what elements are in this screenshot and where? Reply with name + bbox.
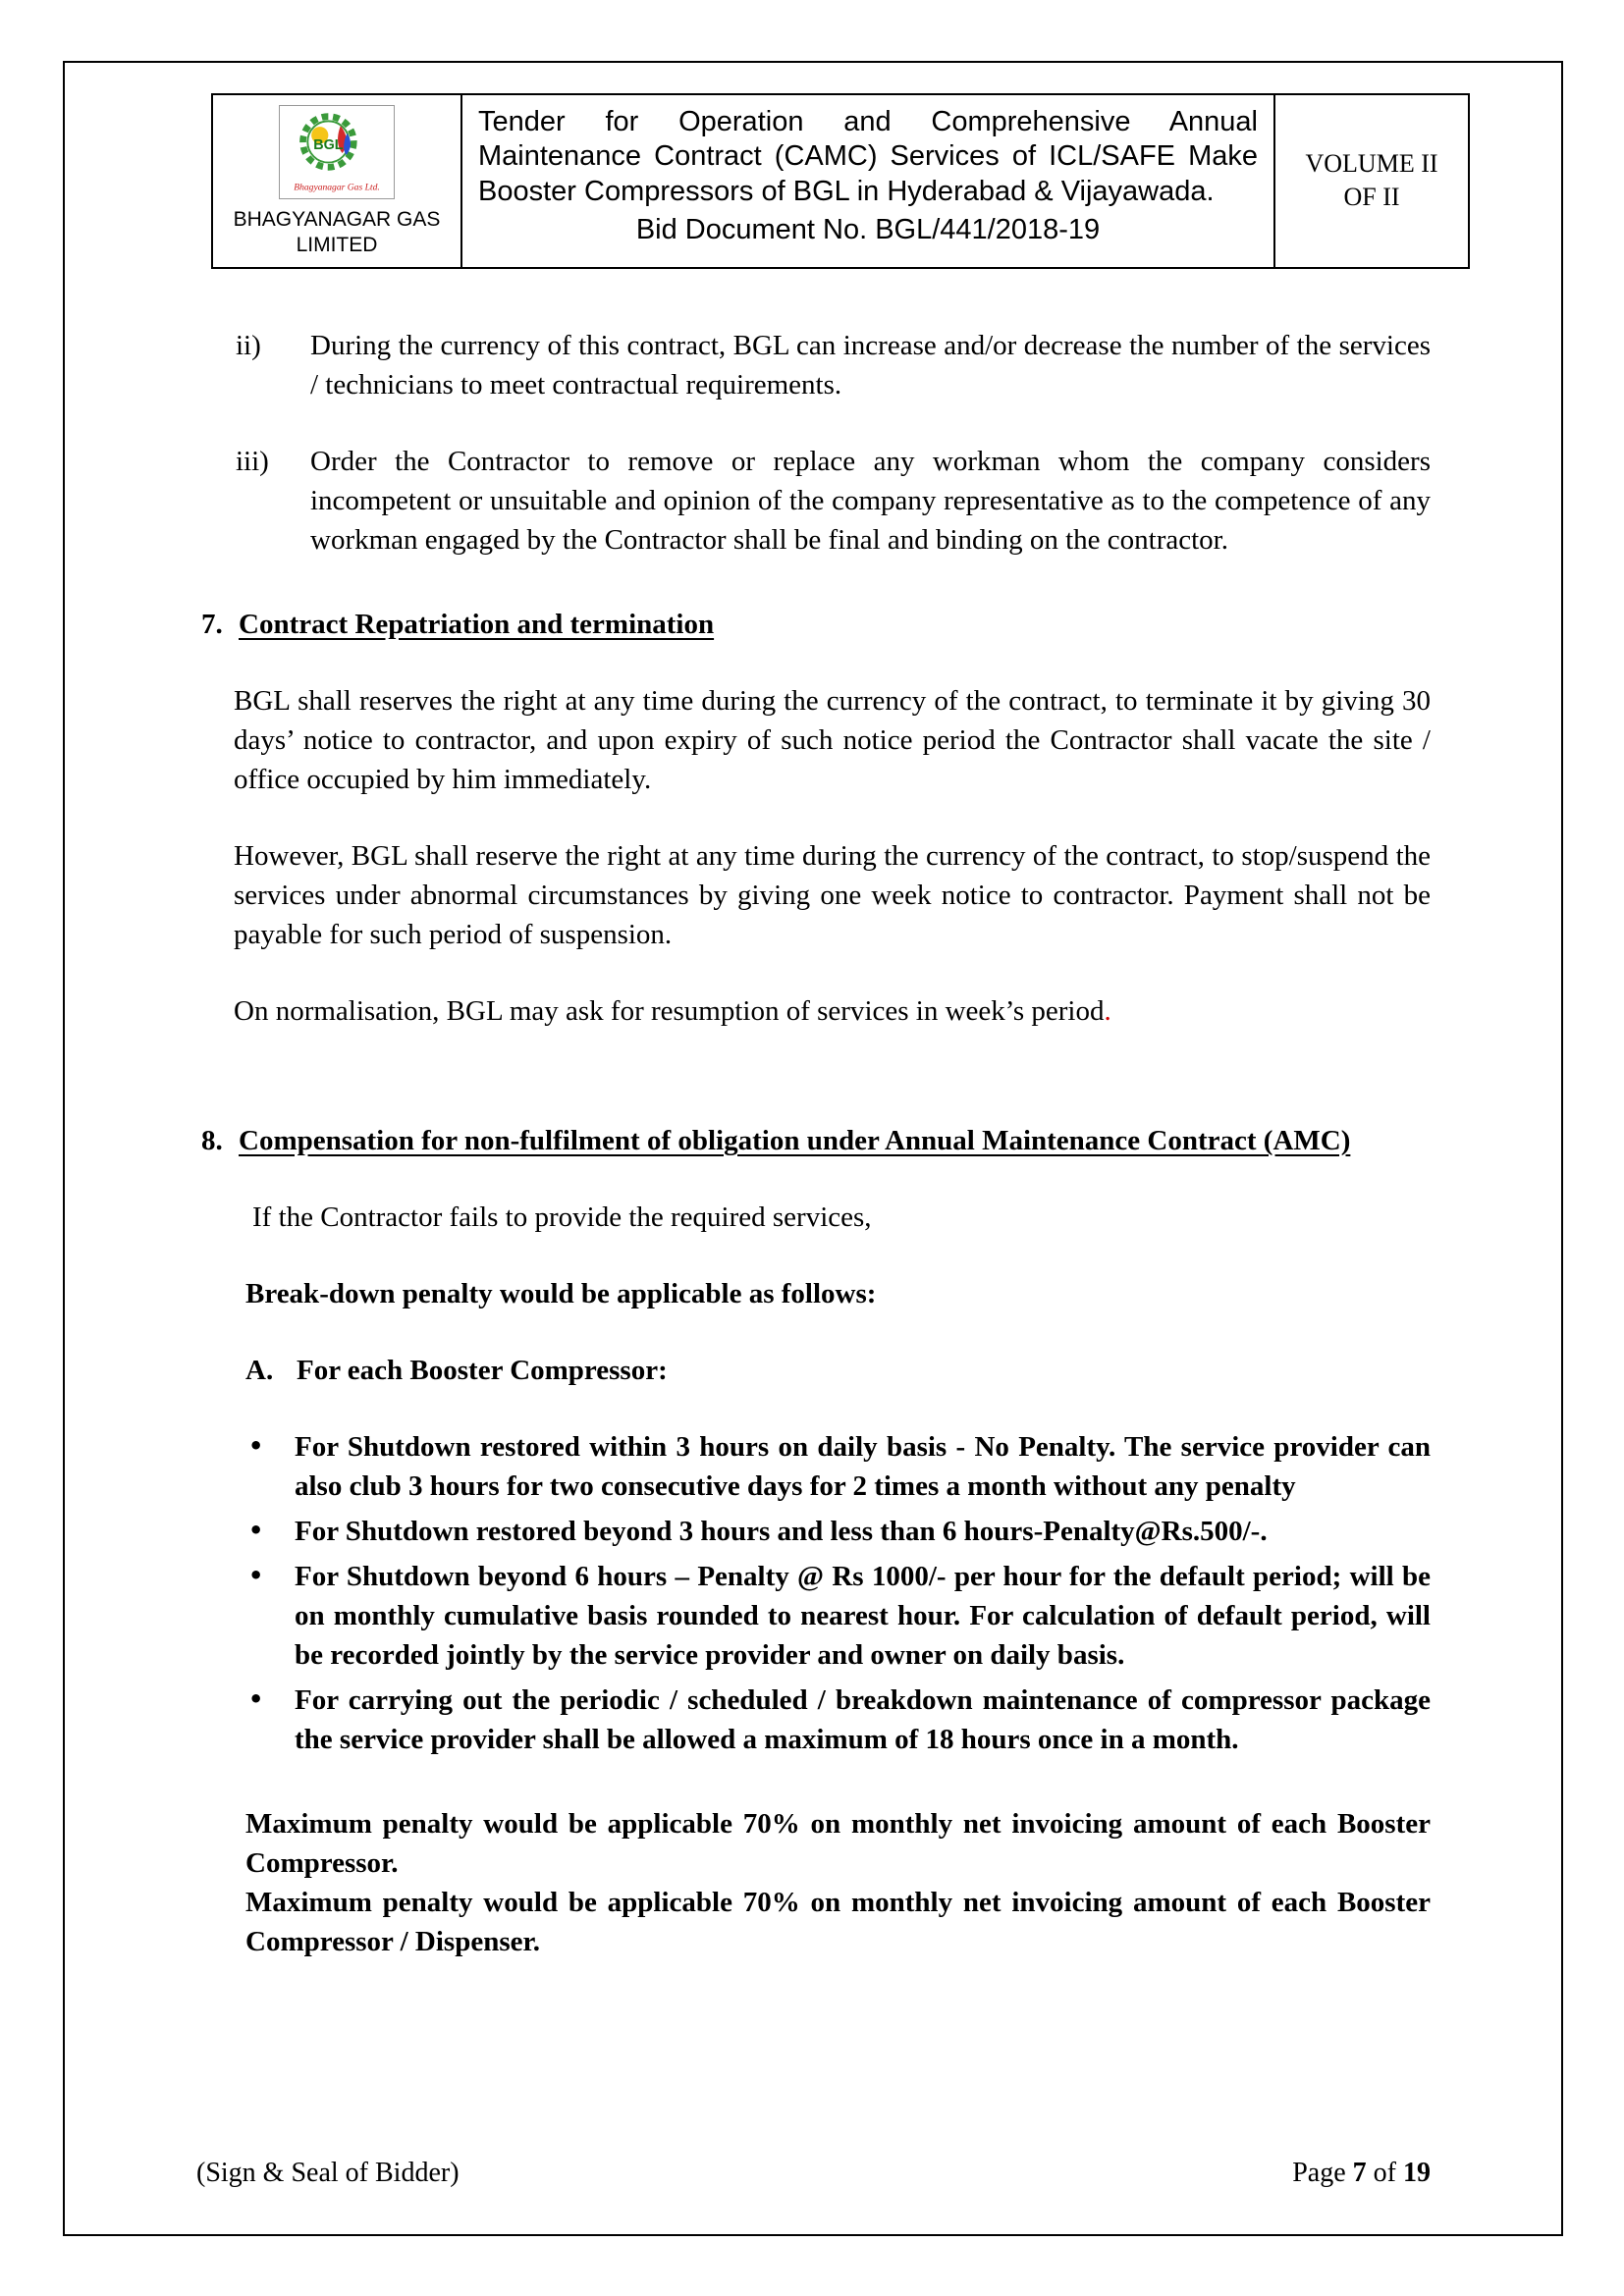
company-logo [279,105,395,199]
section-7-para-3 [234,991,1431,1031]
section-7-para-2: However, BGL shall reserve the right at any time during the currency of the contract, to stop/suspend the services under abnormal circumstances by giving one week notice to contractor. Payment shall not be payable for such period of suspension. [234,840,1431,951]
of-label: of [1366,2158,1403,2188]
bullet-item [248,1557,1431,1675]
bullet-item [248,1427,1431,1506]
bullet-icon: • [248,1517,264,1545]
volume-line1: VOLUME II [1305,149,1438,179]
org-name-line2: LIMITED [296,234,378,257]
page-label: Page [1292,2158,1353,2188]
svg-text:Bhagyanagar Gas Ltd.: Bhagyanagar Gas Ltd. [294,182,380,193]
list-text: Order the Contractor to remove or replace any workman whom the company considers incompetent or unsuitable and opinion of the company representative as to the competence of any workman engaged by the Contractor shall be final and binding on the contractor. [310,446,1431,557]
section-7-para-1: BGL shall reserves the right at any time during the currency of the contract, to terminate it by giving 30 days’ notice to contractor, and upon expiry of such notice period the Contractor shall vacate the site / office occupied by him immediately. [234,685,1431,796]
sign-seal-label: (Sign & Seal of Bidder) [196,2158,460,2188]
section-number: 8. [201,1125,223,1157]
para-text: On normalisation, BGL may ask for resumption of services in week’s period [234,995,1105,1028]
bullet-icon: • [248,1562,264,1590]
page-total: 19 [1403,2158,1431,2188]
section-number: 7. [201,609,223,641]
header-title-cell [462,95,1275,267]
document-body [201,326,1431,1961]
tender-title: Tender for Operation and Comprehensive Annual Maintenance Contract (CAMC) Services of ICL/SAFE Make Booster Compressors of BGL in Hyderabad & Vijayawada. [478,106,1258,207]
page-footer [196,2158,1431,2189]
list-item-iii [236,442,1431,560]
header-volume-cell [1275,95,1468,267]
subsection-a-heading [245,1351,1431,1390]
list-text: During the currency of this contract, BGL can increase and/or decrease the number of the services / technicians to meet contractual requirements. [310,330,1431,401]
list-marker: iii) [236,446,269,478]
svg-text:BGL: BGL [313,137,344,154]
bullet-item [248,1681,1431,1759]
list-marker: ii) [236,330,261,361]
page-number [1292,2158,1431,2189]
subsection-title: For each Booster Compressor: [297,1355,668,1387]
list-item-ii [236,326,1431,404]
subsection-marker: A. [245,1355,274,1387]
max-penalty-1: Maximum penalty would be applicable 70% on monthly net invoicing amount of each Booster Compressor. [245,1808,1431,1880]
section-7-heading [201,605,1431,644]
bullet-icon: • [248,1432,264,1461]
bullet-text: For carrying out the periodic / scheduled / breakdown maintenance of compressor package the service provider shall be allowed a maximum of 18 hours once in a month. [295,1684,1431,1756]
page-current: 7 [1352,2158,1367,2188]
section-8-heading [201,1121,1431,1160]
org-name-line1: BHAGYANAGAR GAS [233,208,441,231]
bid-document-number: Bid Document No. BGL/441/2018-19 [635,214,1101,246]
bullet-text: For Shutdown restored beyond 3 hours and less than 6 hours-Penalty@Rs.500/-. [295,1516,1268,1548]
header-table [211,93,1470,269]
bullet-item [248,1512,1431,1551]
header-logo-cell [213,95,462,267]
bullet-text: For Shutdown beyond 6 hours – Penalty @ Rs 1000/- per hour for the default period; will be on monthly cumulative basis rounded to nearest hour. For calculation of default period, will be recorded jointly by the service provider and owner on daily basis. [295,1561,1431,1672]
section-8-intro: If the Contractor fails to provide the required services, [252,1201,872,1234]
volume-line2: OF II [1343,183,1400,212]
section-title: Compensation for non-fulfilment of obligation under Annual Maintenance Contract (AMC) [239,1125,1351,1157]
bgl-logo-icon [281,107,393,197]
section-title: Contract Repatriation and termination [239,609,715,641]
bullet-text: For Shutdown restored within 3 hours on daily basis - No Penalty. The service provider can also club 3 hours for two consecutive days for 2 times a month without any penalty [295,1431,1431,1503]
bullet-icon: • [248,1685,264,1714]
red-period: . [1104,995,1111,1028]
penalty-heading: Break-down penalty would be applicable as follows: [245,1278,877,1310]
max-penalty-2: Maximum penalty would be applicable 70% on monthly net invoicing amount of each Booster Compressor / Dispenser. [245,1887,1431,1958]
